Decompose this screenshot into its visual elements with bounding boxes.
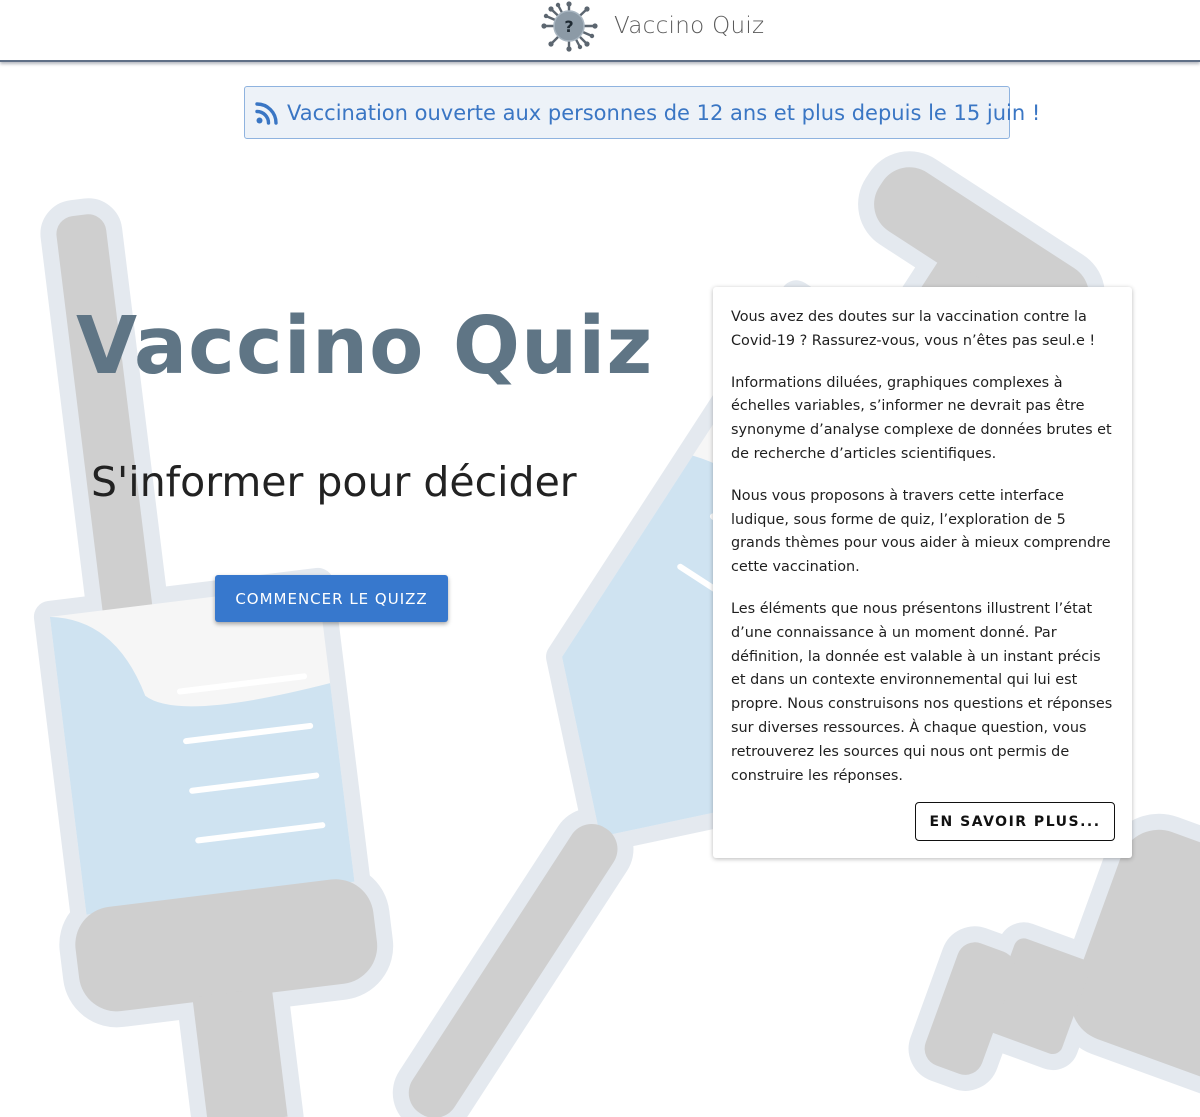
virus-question-icon	[538, 0, 600, 52]
intro-paragraph: Nous vous proposons à travers cette interface ludique, sous forme de quiz, l’exploration de 5 grands thèmes pour vous aider à mieux comprendre cette vaccination.	[731, 487, 1111, 576]
intro-paragraph: Vous avez des doutes sur la vaccination contre la Covid-19 ? Rassurez-vous, vous n’êtes pas seul.e !	[731, 309, 1096, 349]
hero-title: Vaccino Quiz	[76, 300, 654, 392]
start-quiz-button[interactable]: COMMENCER LE QUIZZ	[215, 575, 448, 622]
news-text: Vaccination ouverte aux personnes de 12 ans et plus depuis le 15 juin !	[287, 100, 1041, 125]
intro-card	[713, 287, 1132, 858]
intro-paragraph: Les éléments que nous présentons illustrent l’état d’une connaissance à un moment donné. Par définition, la donnée est valable à un instant précis et dans un contexte environnemental qui lui est propre. Nous construisons nos questions et réponses sur diverses ressources. À chaque question, vous retrouverez les sources qui nous ont permis de construire les réponses.	[731, 600, 1113, 784]
intro-paragraph: Informations diluées, graphiques complexes à échelles variables, s’informer ne devrait pas être synonyme d’analyse complexe de données brutes et de recherche d’articles scientifiques.	[731, 374, 1112, 462]
top-navbar	[0, 0, 1200, 62]
svg-text:?: ?	[564, 17, 574, 36]
hero-subtitle: S'informer pour décider	[91, 458, 577, 506]
learn-more-button[interactable]: EN SAVOIR PLUS...	[915, 802, 1115, 841]
brand-name: Vaccino Quiz	[614, 13, 765, 39]
rss-icon	[255, 101, 279, 125]
brand-home-link[interactable]	[538, 0, 764, 52]
news-banner[interactable]	[244, 86, 1041, 139]
